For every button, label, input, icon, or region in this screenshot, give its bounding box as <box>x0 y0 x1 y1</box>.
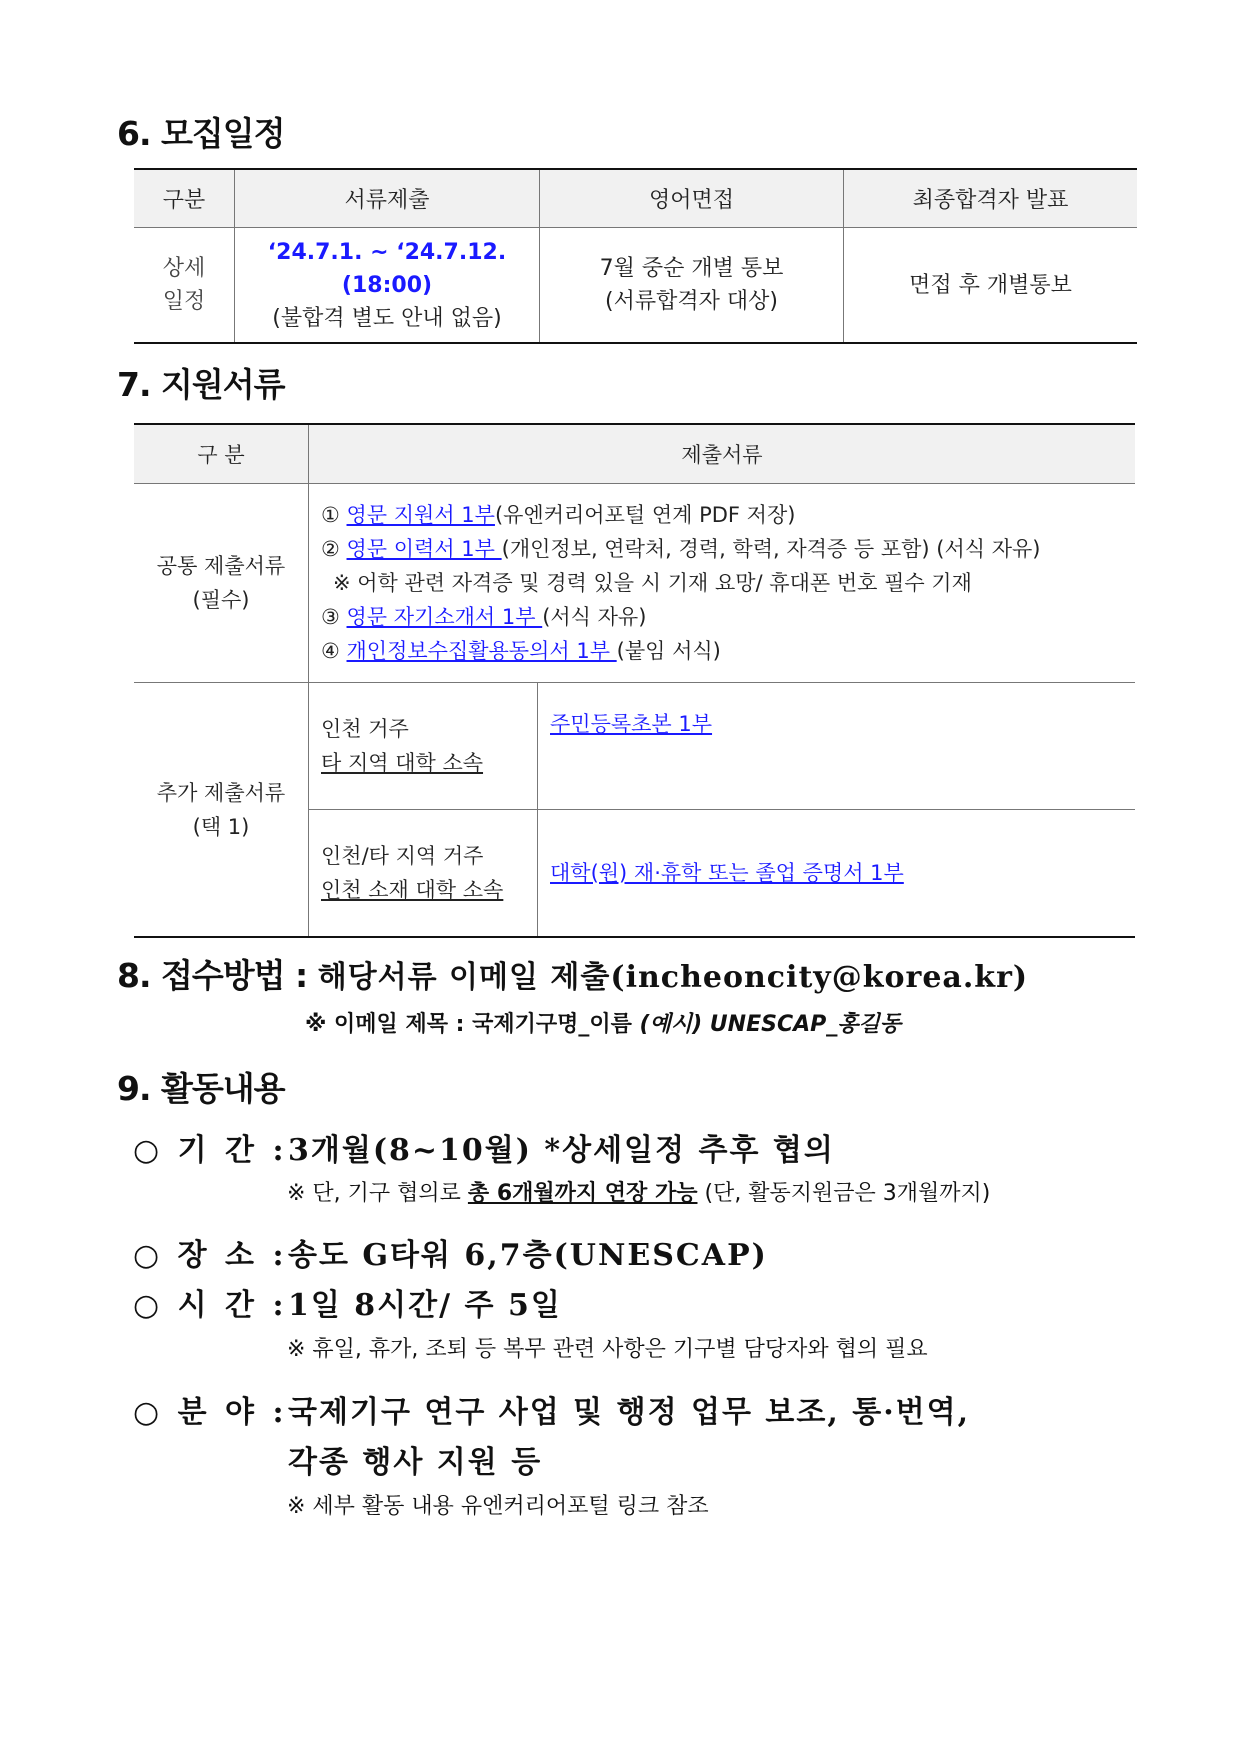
schedule-header-final: 최종합격자 발표 <box>844 169 1138 228</box>
time-note: ※ 휴일, 휴가, 조퇴 등 복무 관련 사항은 기구별 담당자와 협의 필요 <box>287 1337 928 1362</box>
time-label: ○ 시 간 : <box>133 1288 288 1323</box>
place-value: 송도 G타워 6,7층(UNESCAP) <box>288 1238 768 1273</box>
schedule-row-label: 상세 일정 <box>134 228 235 344</box>
list-item: ④ 개인정보수집활용동의서 1부 (붙임 서식) <box>321 639 721 663</box>
schedule-header-interview: 영어면접 <box>540 169 844 228</box>
list-item: ② 영문 이력서 1부 (개인정보, 연락처, 경력, 학력, 자격증 등 포함) (서식 자유) <box>321 537 1041 561</box>
common-docs-label: 공통 제출서류 (필수) <box>134 484 309 683</box>
extra-docs-label: 추가 제출서류 (택 1) <box>134 683 309 938</box>
schedule-final-cell: 면접 후 개별통보 <box>844 228 1138 344</box>
enrollment-cert-link[interactable]: 대학(원) 재·휴학 또는 졸업 증명서 1부 <box>550 861 904 885</box>
submission-method: 해당서류 이메일 제출(incheoncity@korea.kr) <box>317 960 1029 995</box>
section-8-title: 8. 접수방법 : <box>117 956 318 995</box>
place-row <box>133 1230 768 1274</box>
time-row <box>133 1280 562 1324</box>
period-value: 3개월(8~10월) *상세일정 추후 협의 <box>288 1133 835 1168</box>
field-value-1: 국제기구 연구 사업 및 행정 업무 보조, 통·번역, <box>288 1395 971 1430</box>
cover-letter-link[interactable]: 영문 자기소개서 1부 <box>346 605 543 629</box>
documents-header-category: 구 분 <box>134 424 309 484</box>
period-label: ○ 기 간 : <box>133 1133 288 1168</box>
field-row <box>133 1387 970 1431</box>
application-form-link[interactable]: 영문 지원서 1부 <box>346 503 495 527</box>
documents-header-docs: 제출서류 <box>309 424 1136 484</box>
period-note: ※ 단, 기구 협의로 총 6개월까지 연장 가능 (단, 활동지원금은 3개월까지) <box>287 1181 991 1206</box>
schedule-table <box>134 168 1137 344</box>
schedule-header-category: 구분 <box>134 169 235 228</box>
extra-condition-2: 인천/타 지역 거주 인천 소재 대학 소속 <box>309 810 538 938</box>
list-item: ① 영문 지원서 1부(유엔커리어포털 연계 PDF 저장) <box>321 503 796 527</box>
resident-register-link[interactable]: 주민등록초본 1부 <box>550 712 713 736</box>
field-label: ○ 분 야 : <box>133 1395 288 1430</box>
schedule-interview-cell: 7월 중순 개별 통보 (서류합격자 대상) <box>540 228 844 344</box>
time-value: 1일 8시간/ 주 5일 <box>288 1288 562 1323</box>
section-9-title: 9. 활동내용 <box>117 1069 285 1108</box>
section-7-title: 7. 지원서류 <box>117 365 285 404</box>
document-note: (불합격 별도 안내 없음) <box>272 305 502 331</box>
extra-condition-1: 인천 거주 타 지역 대학 소속 <box>309 683 538 810</box>
common-docs-list <box>309 484 1136 683</box>
email-subject-note: ※ 이메일 제목 : 국제기구명_이름 (예시) UNESCAP_홍길동 <box>305 1012 901 1037</box>
document-deadline: ‘24.7.1. ~ ‘24.7.12.(18:00) <box>267 239 507 298</box>
section-8 <box>117 950 1028 997</box>
extension-highlight: 총 6개월까지 연장 가능 <box>467 1181 698 1206</box>
resume-link[interactable]: 영문 이력서 1부 <box>346 537 502 561</box>
place-label: ○ 장 소 : <box>133 1238 288 1273</box>
privacy-consent-link[interactable]: 개인정보수집활용동의서 1부 <box>346 639 617 663</box>
schedule-header-documents: 서류제출 <box>235 169 540 228</box>
schedule-documents-cell <box>235 228 540 344</box>
section-6-title: 6. 모집일정 <box>117 114 285 153</box>
common-note: ※ 어학 관련 자격증 및 경력 있을 시 기재 요망/ 휴대폰 번호 필수 기재 <box>333 571 972 595</box>
field-value-2: 각종 행사 지원 등 <box>288 1445 543 1480</box>
list-item: ③ 영문 자기소개서 1부 (서식 자유) <box>321 605 647 629</box>
field-note: ※ 세부 활동 내용 유엔커리어포털 링크 참조 <box>287 1494 709 1519</box>
period-row <box>133 1125 835 1169</box>
documents-table <box>134 423 1135 938</box>
email-subject-example: (예시) UNESCAP_홍길동 <box>639 1012 901 1037</box>
extra-doc-1 <box>538 683 1136 810</box>
extra-doc-2 <box>538 810 1136 938</box>
